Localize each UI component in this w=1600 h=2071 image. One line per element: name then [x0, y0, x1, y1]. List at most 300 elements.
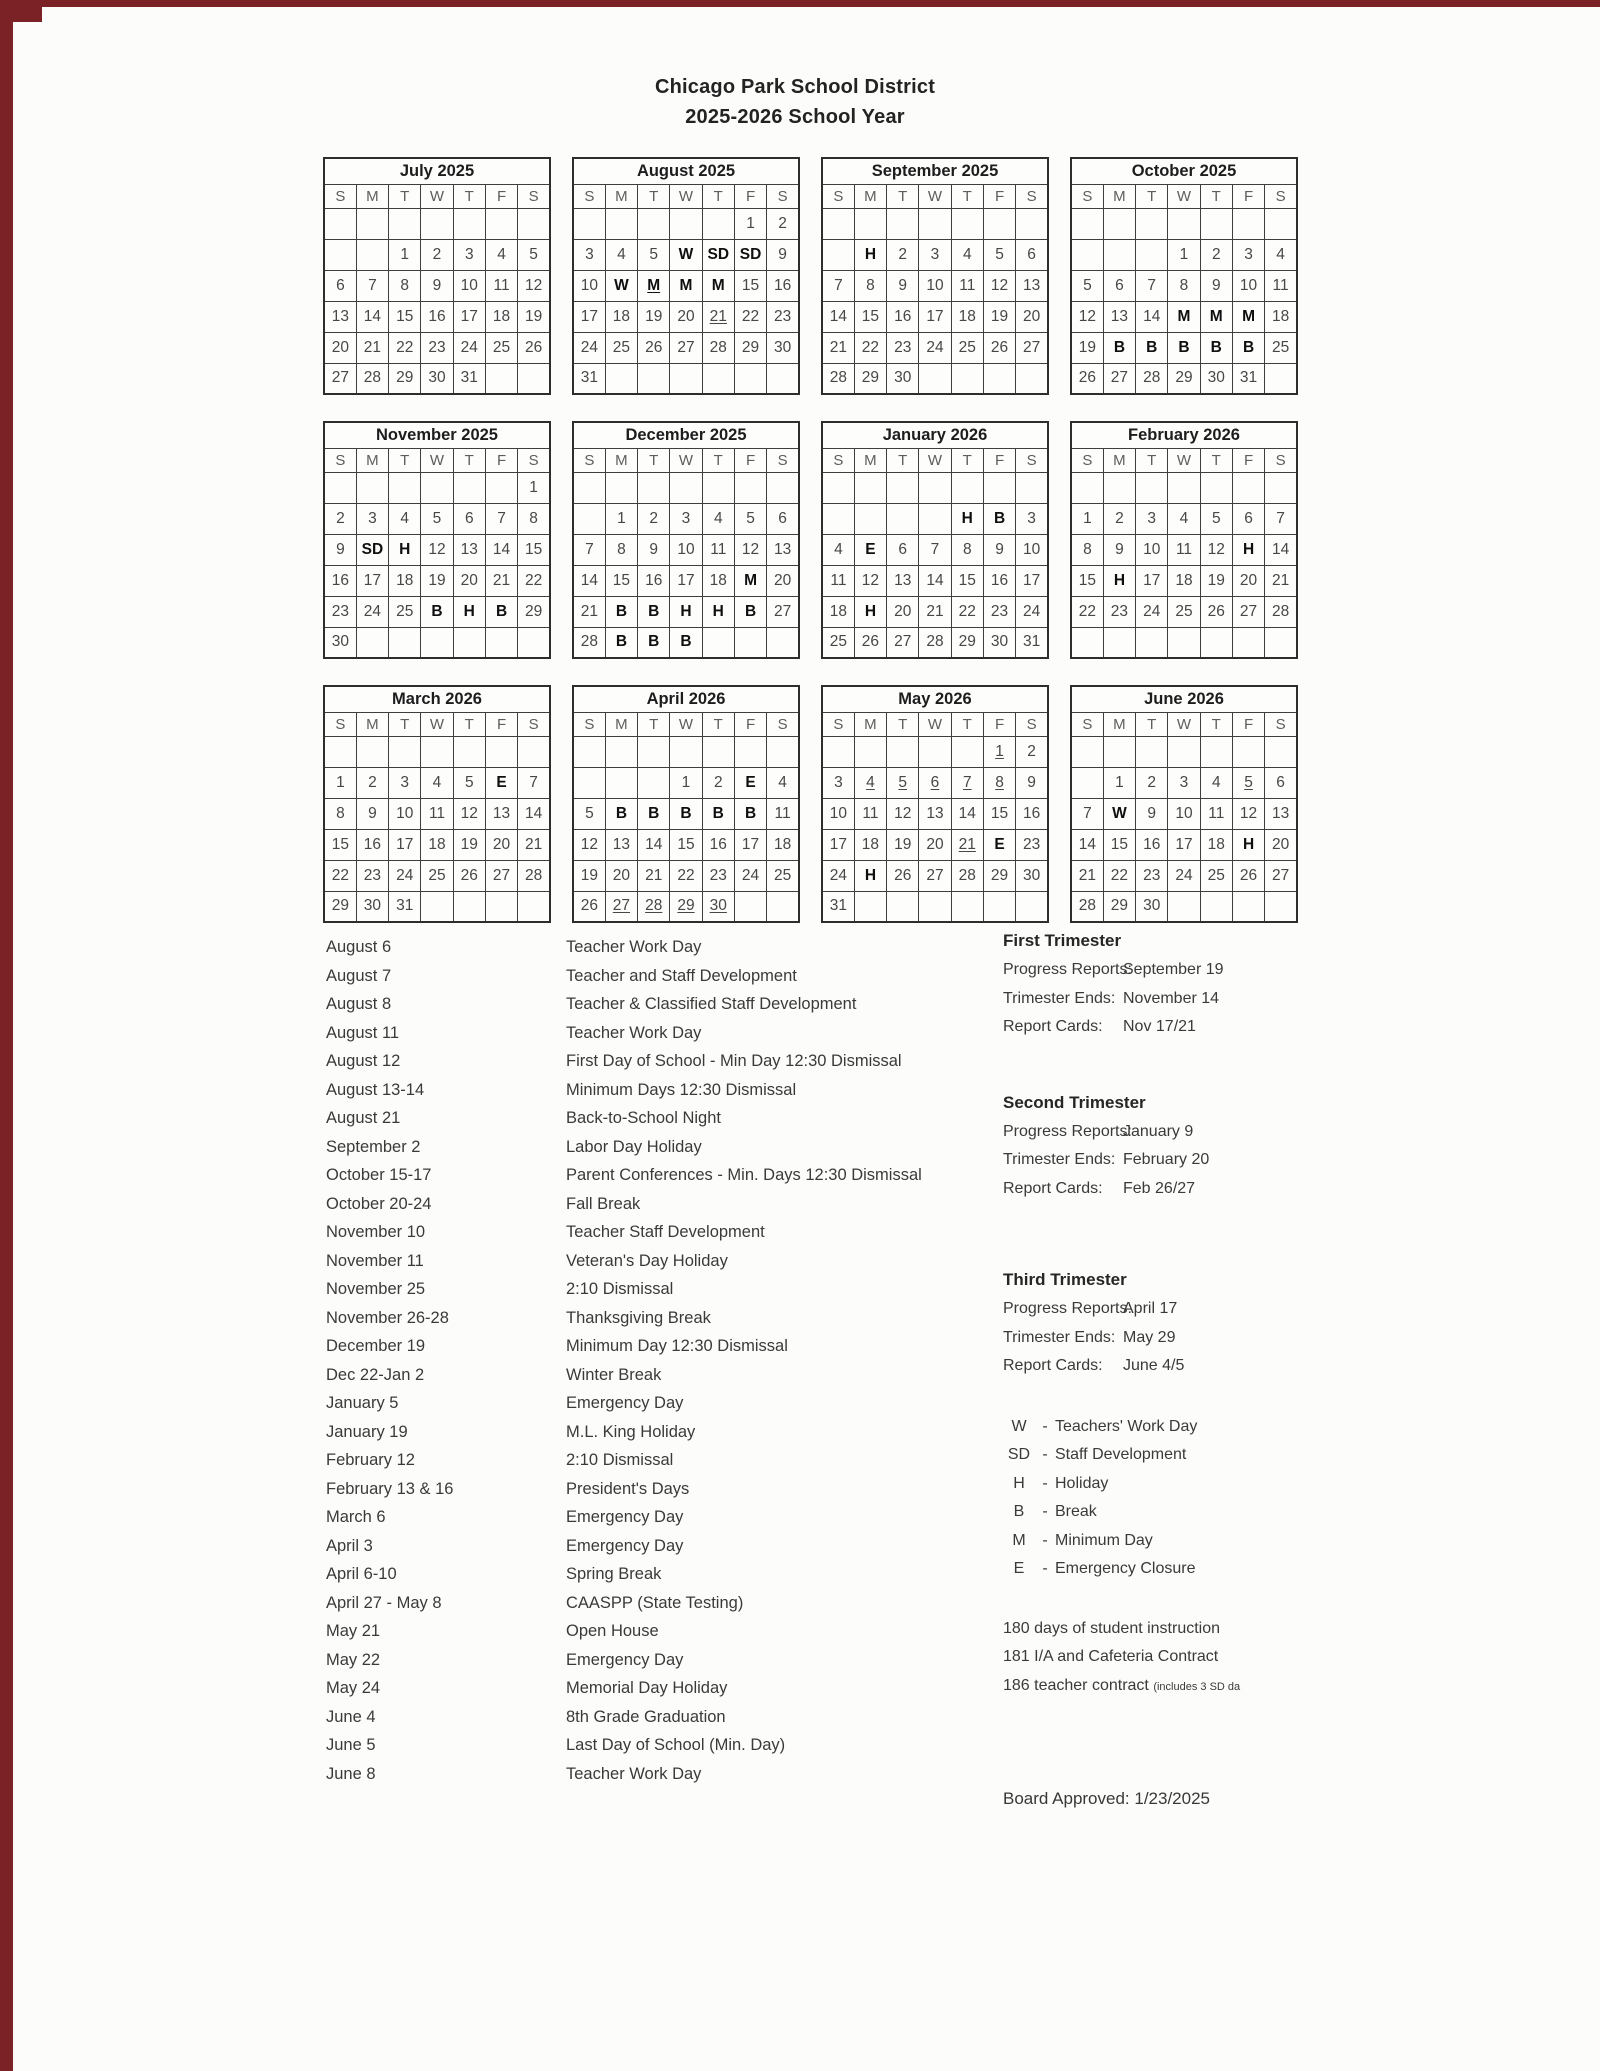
day-cell: 11: [702, 534, 734, 565]
day-cell: 18: [822, 596, 854, 627]
event-date: August 7: [326, 966, 392, 985]
day-cell: 29: [951, 627, 983, 658]
day-cell: 12: [421, 534, 453, 565]
day-cell: 5: [518, 239, 550, 270]
day-cell: 21: [822, 332, 854, 363]
day-cell: [1265, 627, 1297, 658]
day-cell: [1016, 363, 1048, 394]
day-cell: [1265, 472, 1297, 503]
day-cell: 13: [324, 301, 356, 332]
day-cell: 29: [1168, 363, 1200, 394]
month-calendar-july-2025: [323, 157, 551, 395]
day-cell: [822, 208, 854, 239]
day-cell: 17: [734, 829, 766, 860]
day-cell: B: [638, 596, 670, 627]
day-cell: 22: [670, 860, 702, 891]
weekday-header: S: [1016, 448, 1048, 472]
day-cell: [324, 239, 356, 270]
day-cell: 1: [983, 736, 1015, 767]
day-cell: [573, 736, 605, 767]
day-cell: [951, 208, 983, 239]
day-cell: 13: [1016, 270, 1048, 301]
weekday-header: S: [1016, 184, 1048, 208]
day-cell: [421, 627, 453, 658]
document-header: [300, 72, 1290, 132]
weekday-header: S: [518, 448, 550, 472]
day-cell: 18: [1265, 301, 1297, 332]
day-cell: 2: [887, 239, 919, 270]
day-cell: 23: [1016, 829, 1048, 860]
day-cell: 17: [1168, 829, 1200, 860]
day-cell: B: [421, 596, 453, 627]
day-cell: B: [734, 798, 766, 829]
weekday-header: F: [485, 712, 517, 736]
months-grid: [323, 157, 1298, 923]
event-date: August 13-14: [326, 1080, 425, 1099]
weekday-header: M: [854, 184, 886, 208]
day-cell: 18: [702, 565, 734, 596]
day-cell: 17: [822, 829, 854, 860]
day-cell: 31: [453, 363, 485, 394]
day-cell: 12: [453, 798, 485, 829]
day-cell: [670, 363, 702, 394]
day-cell: [919, 503, 951, 534]
day-cell: 8: [518, 503, 550, 534]
event-description: Thanksgiving Break: [566, 1308, 711, 1327]
trimester-value: Feb 26/27: [1123, 1179, 1196, 1197]
day-cell: M: [1200, 301, 1232, 332]
day-cell: [822, 736, 854, 767]
event-row: [326, 1218, 922, 1247]
day-cell: 27: [1232, 596, 1264, 627]
day-cell: 1: [1168, 239, 1200, 270]
day-cell: 10: [453, 270, 485, 301]
day-cell: M: [734, 565, 766, 596]
contract-notes: [1003, 1615, 1353, 1702]
day-cell: [453, 891, 485, 922]
day-cell: 4: [702, 503, 734, 534]
day-cell: 28: [1136, 363, 1168, 394]
day-cell: 1: [1071, 503, 1103, 534]
event-row: [326, 1275, 922, 1304]
event-description: 2:10 Dismissal: [566, 1451, 674, 1469]
weekday-header: S: [324, 448, 356, 472]
month-calendar-august-2025: [572, 157, 800, 395]
day-cell: 11: [1168, 534, 1200, 565]
day-cell: H: [1232, 534, 1264, 565]
day-cell: 14: [1136, 301, 1168, 332]
day-cell: [1265, 208, 1297, 239]
day-cell: 3: [453, 239, 485, 270]
day-cell: 30: [1016, 860, 1048, 891]
day-cell: 23: [356, 860, 388, 891]
event-date: November 26-28: [326, 1308, 449, 1327]
day-cell: 9: [356, 798, 388, 829]
weekday-header: T: [453, 712, 485, 736]
day-cell: 28: [356, 363, 388, 394]
day-cell: 10: [822, 798, 854, 829]
weekday-header: T: [1200, 712, 1232, 736]
weekday-header: W: [421, 712, 453, 736]
day-cell: 23: [324, 596, 356, 627]
legend-dash: -: [1042, 1503, 1048, 1520]
day-cell: [638, 208, 670, 239]
month-calendar-november-2025: [323, 421, 551, 659]
day-cell: 18: [605, 301, 637, 332]
day-cell: [324, 472, 356, 503]
day-cell: 24: [822, 860, 854, 891]
day-cell: 25: [767, 860, 799, 891]
trimester-value: February 20: [1123, 1151, 1210, 1168]
event-date: Dec 22-Jan 2: [326, 1365, 425, 1384]
month-calendar-december-2025: [572, 421, 800, 659]
weekday-header: W: [1168, 448, 1200, 472]
day-cell: 12: [734, 534, 766, 565]
day-cell: 7: [951, 767, 983, 798]
day-cell: 15: [389, 301, 421, 332]
school-year-subtitle: 2025-2026 School Year: [685, 106, 905, 128]
day-cell: 6: [919, 767, 951, 798]
day-cell: [324, 736, 356, 767]
event-row: [326, 1104, 922, 1133]
day-cell: 21: [1265, 565, 1297, 596]
right-column: [1003, 926, 1353, 1809]
day-cell: 4: [822, 534, 854, 565]
weekday-header: S: [518, 184, 550, 208]
day-cell: 18: [767, 829, 799, 860]
day-cell: 4: [485, 239, 517, 270]
day-cell: 7: [1265, 503, 1297, 534]
day-cell: [1168, 891, 1200, 922]
event-description: Winter Break: [566, 1365, 662, 1384]
day-cell: 24: [389, 860, 421, 891]
month-name: January 2026: [822, 422, 1048, 448]
note-text: 181 I/A and Cafeteria Contract: [1003, 1648, 1219, 1665]
day-cell: [1103, 239, 1135, 270]
day-cell: 24: [1016, 596, 1048, 627]
event-description: Memorial Day Holiday: [566, 1679, 728, 1697]
day-cell: 7: [485, 503, 517, 534]
day-cell: [951, 736, 983, 767]
day-cell: 16: [702, 829, 734, 860]
day-cell: 30: [421, 363, 453, 394]
day-cell: 21: [919, 596, 951, 627]
day-cell: [421, 208, 453, 239]
note-text: 186 teacher contract: [1003, 1676, 1154, 1694]
weekday-header: T: [702, 448, 734, 472]
day-cell: [702, 627, 734, 658]
day-cell: 24: [919, 332, 951, 363]
trimester-label: Progress Reports:: [1003, 961, 1132, 978]
day-cell: 10: [670, 534, 702, 565]
legend-label: Staff Development: [1055, 1446, 1187, 1463]
event-row: [326, 1503, 922, 1532]
day-cell: 18: [485, 301, 517, 332]
day-cell: E: [983, 829, 1015, 860]
day-cell: 8: [324, 798, 356, 829]
day-cell: [1200, 891, 1232, 922]
day-cell: [887, 891, 919, 922]
event-date: January 19: [326, 1422, 408, 1441]
day-cell: [734, 472, 766, 503]
day-cell: [1071, 767, 1103, 798]
day-cell: 17: [1136, 565, 1168, 596]
day-cell: 12: [1071, 301, 1103, 332]
day-cell: 30: [983, 627, 1015, 658]
day-cell: 2: [1103, 503, 1135, 534]
day-cell: 6: [887, 534, 919, 565]
day-cell: 18: [1168, 565, 1200, 596]
weekday-header: M: [1103, 184, 1135, 208]
day-cell: [1200, 208, 1232, 239]
day-cell: 11: [421, 798, 453, 829]
day-cell: 4: [1168, 503, 1200, 534]
day-cell: [887, 736, 919, 767]
day-cell: [854, 472, 886, 503]
day-cell: 11: [485, 270, 517, 301]
month-calendar-may-2026: [821, 685, 1049, 923]
day-cell: [638, 472, 670, 503]
day-cell: 6: [1016, 239, 1048, 270]
day-cell: 18: [421, 829, 453, 860]
day-cell: 22: [1103, 860, 1135, 891]
event-description: Emergency Day: [566, 1536, 684, 1555]
day-cell: 16: [887, 301, 919, 332]
day-cell: [1168, 208, 1200, 239]
day-cell: 27: [605, 891, 637, 922]
event-description: Labor Day Holiday: [566, 1137, 702, 1156]
trimester-title: First Trimester: [1003, 931, 1122, 950]
event-row: [326, 1332, 922, 1361]
event-description: Emergency Day: [566, 1650, 684, 1669]
day-cell: SD: [734, 239, 766, 270]
weekday-header: M: [356, 448, 388, 472]
day-cell: [485, 627, 517, 658]
month-calendar-january-2026: [821, 421, 1049, 659]
event-row: [326, 1731, 922, 1760]
event-row: [326, 1646, 922, 1675]
weekday-header: T: [951, 712, 983, 736]
day-cell: 3: [1016, 503, 1048, 534]
event-row: [326, 1617, 922, 1646]
day-cell: 13: [919, 798, 951, 829]
legend-code: B: [1013, 1503, 1025, 1520]
day-cell: [1016, 472, 1048, 503]
day-cell: [421, 472, 453, 503]
day-cell: [605, 472, 637, 503]
day-cell: [1232, 736, 1264, 767]
day-cell: 10: [1136, 534, 1168, 565]
day-cell: 20: [767, 565, 799, 596]
day-cell: 13: [1103, 301, 1135, 332]
weekday-header: T: [951, 184, 983, 208]
day-cell: [389, 208, 421, 239]
day-cell: 19: [453, 829, 485, 860]
day-cell: 12: [887, 798, 919, 829]
day-cell: [1136, 239, 1168, 270]
day-cell: 10: [389, 798, 421, 829]
day-cell: 13: [1265, 798, 1297, 829]
day-cell: 6: [453, 503, 485, 534]
month-name: May 2026: [822, 686, 1048, 712]
legend-row: [1003, 1413, 1353, 1442]
trimester-value: May 29: [1123, 1328, 1176, 1346]
day-cell: 21: [356, 332, 388, 363]
day-cell: B: [670, 627, 702, 658]
day-cell: 1: [734, 208, 766, 239]
day-cell: [983, 472, 1015, 503]
event-date: October 20-24: [326, 1194, 432, 1213]
day-cell: 19: [573, 860, 605, 891]
day-cell: 15: [1071, 565, 1103, 596]
day-cell: [670, 736, 702, 767]
event-row: [326, 1560, 922, 1589]
trimester-row: [1003, 1013, 1353, 1042]
event-date: May 21: [326, 1622, 381, 1640]
day-cell: 26: [638, 332, 670, 363]
day-cell: 5: [421, 503, 453, 534]
day-cell: 23: [983, 596, 1015, 627]
event-description: M.L. King Holiday: [566, 1422, 696, 1441]
trimester-row: [1003, 1352, 1353, 1381]
event-date: March 6: [326, 1508, 386, 1526]
day-cell: 8: [983, 767, 1015, 798]
event-description: Teacher & Classified Staff Development: [566, 995, 857, 1013]
day-cell: 1: [1103, 767, 1135, 798]
weekday-header: S: [822, 448, 854, 472]
day-cell: M: [702, 270, 734, 301]
day-cell: 21: [573, 596, 605, 627]
day-cell: 26: [573, 891, 605, 922]
day-cell: 1: [605, 503, 637, 534]
day-cell: 21: [638, 860, 670, 891]
day-cell: [485, 363, 517, 394]
weekday-header: W: [919, 184, 951, 208]
day-cell: 5: [1232, 767, 1264, 798]
event-row: [326, 1589, 922, 1618]
legend-code: W: [1011, 1417, 1027, 1435]
weekday-header: F: [485, 448, 517, 472]
day-cell: 16: [324, 565, 356, 596]
day-cell: 23: [1103, 596, 1135, 627]
day-cell: 26: [1232, 860, 1264, 891]
day-cell: [951, 891, 983, 922]
month-calendar-october-2025: [1070, 157, 1298, 395]
day-cell: 14: [518, 798, 550, 829]
day-cell: 20: [887, 596, 919, 627]
day-cell: [1071, 208, 1103, 239]
event-description: Teacher Work Day: [566, 938, 702, 956]
day-cell: H: [854, 860, 886, 891]
event-description: Minimum Days 12:30 Dismissal: [566, 1080, 797, 1099]
day-cell: 28: [951, 860, 983, 891]
weekday-header: W: [670, 712, 702, 736]
day-cell: 12: [573, 829, 605, 860]
day-cell: [767, 891, 799, 922]
event-row: [326, 1047, 922, 1076]
day-cell: M: [638, 270, 670, 301]
trimester-label: Trimester Ends:: [1003, 1151, 1116, 1168]
day-cell: 26: [518, 332, 550, 363]
day-cell: B: [702, 798, 734, 829]
day-cell: 8: [1168, 270, 1200, 301]
day-cell: 18: [389, 565, 421, 596]
day-cell: [822, 239, 854, 270]
weekday-header: T: [1136, 184, 1168, 208]
legend-dash: -: [1042, 1446, 1048, 1463]
day-cell: 3: [389, 767, 421, 798]
event-date: February 12: [326, 1451, 415, 1469]
day-cell: 25: [421, 860, 453, 891]
weekday-header: W: [421, 448, 453, 472]
day-cell: 4: [1265, 239, 1297, 270]
weekday-header: T: [453, 184, 485, 208]
trimester-row: [1003, 1295, 1353, 1324]
day-cell: [767, 736, 799, 767]
trimester-info: [1003, 926, 1353, 1381]
day-cell: 9: [983, 534, 1015, 565]
day-cell: B: [605, 627, 637, 658]
day-cell: 14: [638, 829, 670, 860]
day-cell: 16: [356, 829, 388, 860]
day-cell: 28: [1265, 596, 1297, 627]
day-cell: 25: [485, 332, 517, 363]
event-row: [326, 990, 922, 1019]
day-cell: [1232, 472, 1264, 503]
month-name: March 2026: [324, 686, 550, 712]
day-cell: 29: [518, 596, 550, 627]
day-cell: 15: [1103, 829, 1135, 860]
weekday-header: M: [356, 712, 388, 736]
day-cell: 16: [1136, 829, 1168, 860]
weekday-header: M: [605, 184, 637, 208]
day-cell: B: [1232, 332, 1264, 363]
month-calendar-march-2026: [323, 685, 551, 923]
day-cell: [605, 736, 637, 767]
day-cell: [1071, 736, 1103, 767]
day-cell: 13: [453, 534, 485, 565]
weekday-header: F: [1232, 184, 1264, 208]
event-date: June 8: [326, 1764, 376, 1783]
day-cell: [734, 363, 766, 394]
day-cell: [453, 472, 485, 503]
day-cell: [573, 208, 605, 239]
day-cell: 23: [767, 301, 799, 332]
day-cell: [1136, 208, 1168, 239]
trimester-block: [1003, 1265, 1353, 1381]
day-cell: [573, 472, 605, 503]
day-cell: [453, 736, 485, 767]
day-cell: 15: [951, 565, 983, 596]
trimester-block: [1003, 926, 1353, 1042]
event-date: October 15-17: [326, 1166, 432, 1184]
month-name: February 2026: [1071, 422, 1297, 448]
day-cell: 27: [324, 363, 356, 394]
weekday-header: S: [573, 712, 605, 736]
day-cell: [983, 363, 1015, 394]
weekday-header: F: [1232, 448, 1264, 472]
day-cell: 25: [1265, 332, 1297, 363]
day-cell: [605, 208, 637, 239]
day-cell: 9: [1103, 534, 1135, 565]
note-suffix: (includes 3 SD da: [1153, 1680, 1241, 1693]
day-cell: 29: [1103, 891, 1135, 922]
day-cell: 28: [573, 627, 605, 658]
day-cell: 11: [767, 798, 799, 829]
day-cell: 27: [670, 332, 702, 363]
event-description: 8th Grade Graduation: [566, 1707, 726, 1726]
day-cell: [919, 363, 951, 394]
